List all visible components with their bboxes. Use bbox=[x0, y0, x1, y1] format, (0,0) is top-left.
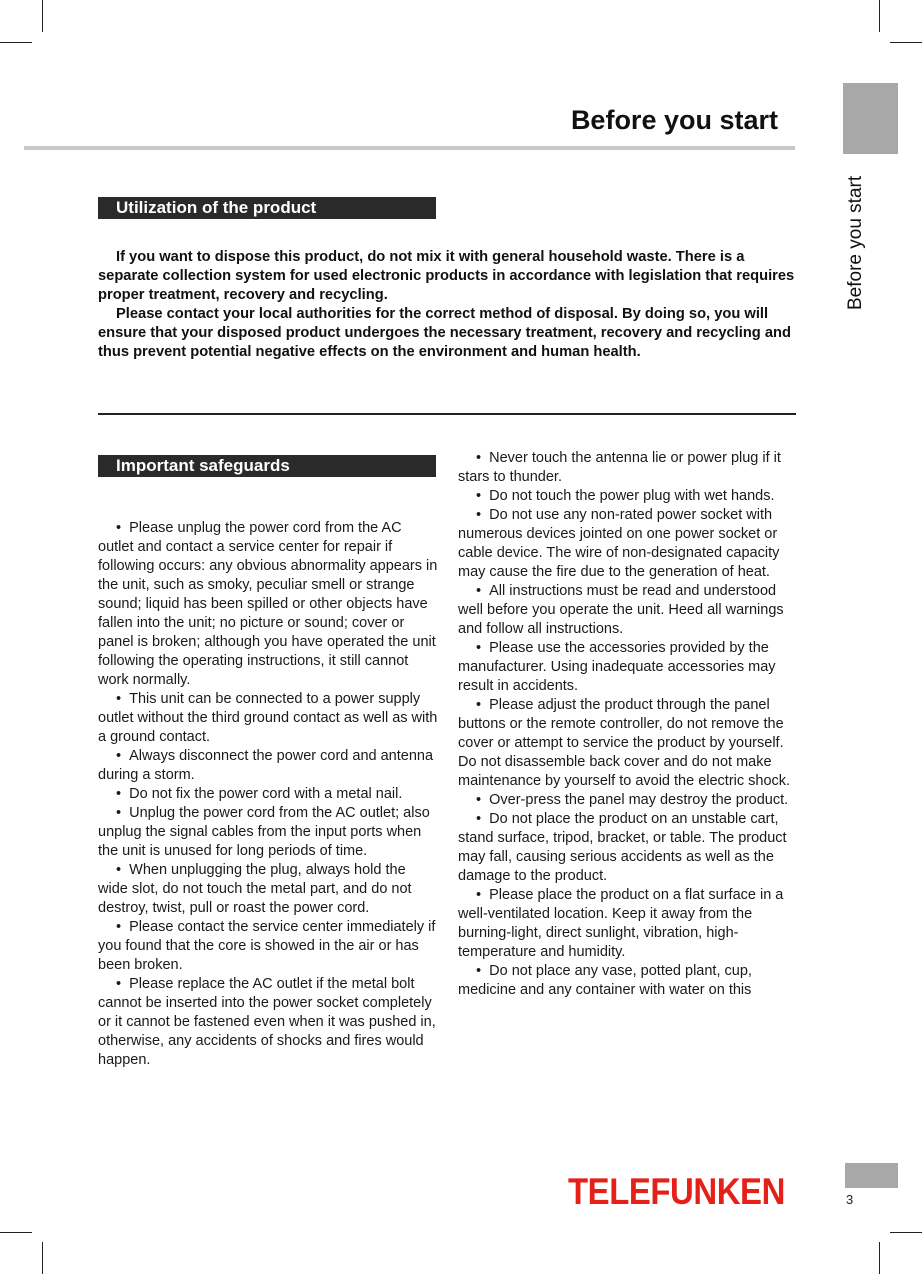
page-number-block bbox=[845, 1163, 898, 1188]
list-item: • When unplugging the plug, always hold the wide slot, do not touch the metal part, and do not destroy, twist, pull or roast the power cord. bbox=[98, 862, 412, 916]
list-item: • Do not place any vase, potted plant, cup, medicine and any container with water on this bbox=[458, 963, 752, 998]
paragraph: If you want to dispose this product, do not mix it with general household waste. There is a separate collection system for used electronic products in accordance with legislation that requires proper treatment, recovery and recycling. bbox=[98, 249, 795, 303]
paragraph: Please contact your local authorities for the correct method of disposal. By doing so, you will ensure that your disposed product undergoes the necessary treatment, recovery and recycling and thus prevent potential negative effects on the environment and human health. bbox=[98, 306, 791, 360]
crop-mark bbox=[0, 42, 32, 43]
list-item: • This unit can be connected to a power supply outlet without the third ground contact as well as with a ground contact. bbox=[98, 691, 437, 745]
side-tab-label: Before you start bbox=[845, 175, 866, 310]
list-item: • All instructions must be read and understood well before you operate the unit. Heed all warnings and follow all instructions. bbox=[458, 583, 784, 637]
crop-mark bbox=[890, 1232, 922, 1233]
list-item: • Do not place the product on an unstable cart, stand surface, tripod, bracket, or table. The product may fall, causing serious accidents as well as the damage to the product. bbox=[458, 811, 787, 884]
list-item: • Do not fix the power cord with a metal nail. bbox=[116, 786, 402, 802]
page-number: 3 bbox=[846, 1192, 854, 1207]
list-item: • Do not touch the power plug with wet hands. bbox=[476, 488, 774, 504]
side-tab-block bbox=[843, 83, 898, 154]
crop-mark bbox=[42, 0, 43, 32]
list-item: • Please use the accessories provided by the manufacturer. Using inadequate accessories may result in accidents. bbox=[458, 640, 776, 694]
crop-mark bbox=[0, 1232, 32, 1233]
safeguards-right-column bbox=[458, 449, 798, 1000]
list-item: • Please replace the AC outlet if the metal bolt cannot be inserted into the power socket completely or it cannot be fastened even when it was pushed in, otherwise, any accidents of shocks and fires would happen. bbox=[98, 976, 436, 1068]
crop-mark bbox=[890, 42, 922, 43]
brand-logo: TELEFUNKEN bbox=[568, 1171, 785, 1212]
list-item: • Please contact the service center immediately if you found that the core is showed in the air or has been broken. bbox=[98, 919, 435, 973]
header-rule bbox=[24, 146, 795, 150]
crop-mark bbox=[879, 0, 880, 32]
section-heading-utilization: Utilization of the product bbox=[98, 197, 436, 219]
list-item: • Please adjust the product through the panel buttons or the remote controller, do not remove the cover or attempt to service the product by yourself. Do not disassemble back cover and do not make maintenance by yourself to avoid the electric shock. bbox=[458, 697, 790, 789]
page-title: Before you start bbox=[570, 105, 778, 135]
utilization-text bbox=[98, 248, 798, 362]
crop-mark bbox=[42, 1242, 43, 1274]
safeguards-left-column bbox=[98, 519, 438, 1070]
list-item: • Do not use any non-rated power socket with numerous devices jointed on one power socket or cable device. The wire of non-designated capacity may cause the fire due to the generation of heat. bbox=[458, 507, 779, 580]
section-divider bbox=[98, 413, 796, 415]
section-heading-safeguards: Important safeguards bbox=[98, 455, 436, 477]
list-item: • Always disconnect the power cord and antenna during a storm. bbox=[98, 748, 433, 783]
list-item: • Over-press the panel may destroy the product. bbox=[476, 792, 788, 808]
list-item: • Please unplug the power cord from the AC outlet and contact a service center for repair if following occurs: any obvious abnormality appears in the unit, such as smoky, peculiar smell or strange sound; liquid has been spilled or other objects have fallen into the unit; no picture or sound; cover or panel is broken; although you have operated the unit following the operating instructions, it still cannot work normally. bbox=[98, 520, 437, 688]
list-item: • Never touch the antenna lie or power plug if it stars to thunder. bbox=[458, 450, 781, 485]
crop-mark bbox=[879, 1242, 880, 1274]
list-item: • Please place the product on a flat surface in a well-ventilated location. Keep it away from the burning-light, direct sunlight, vibration, high-temperature and humidity. bbox=[458, 887, 783, 960]
list-item: • Unplug the power cord from the AC outlet; also unplug the signal cables from the input ports when the unit is unused for long periods of time. bbox=[98, 805, 430, 859]
